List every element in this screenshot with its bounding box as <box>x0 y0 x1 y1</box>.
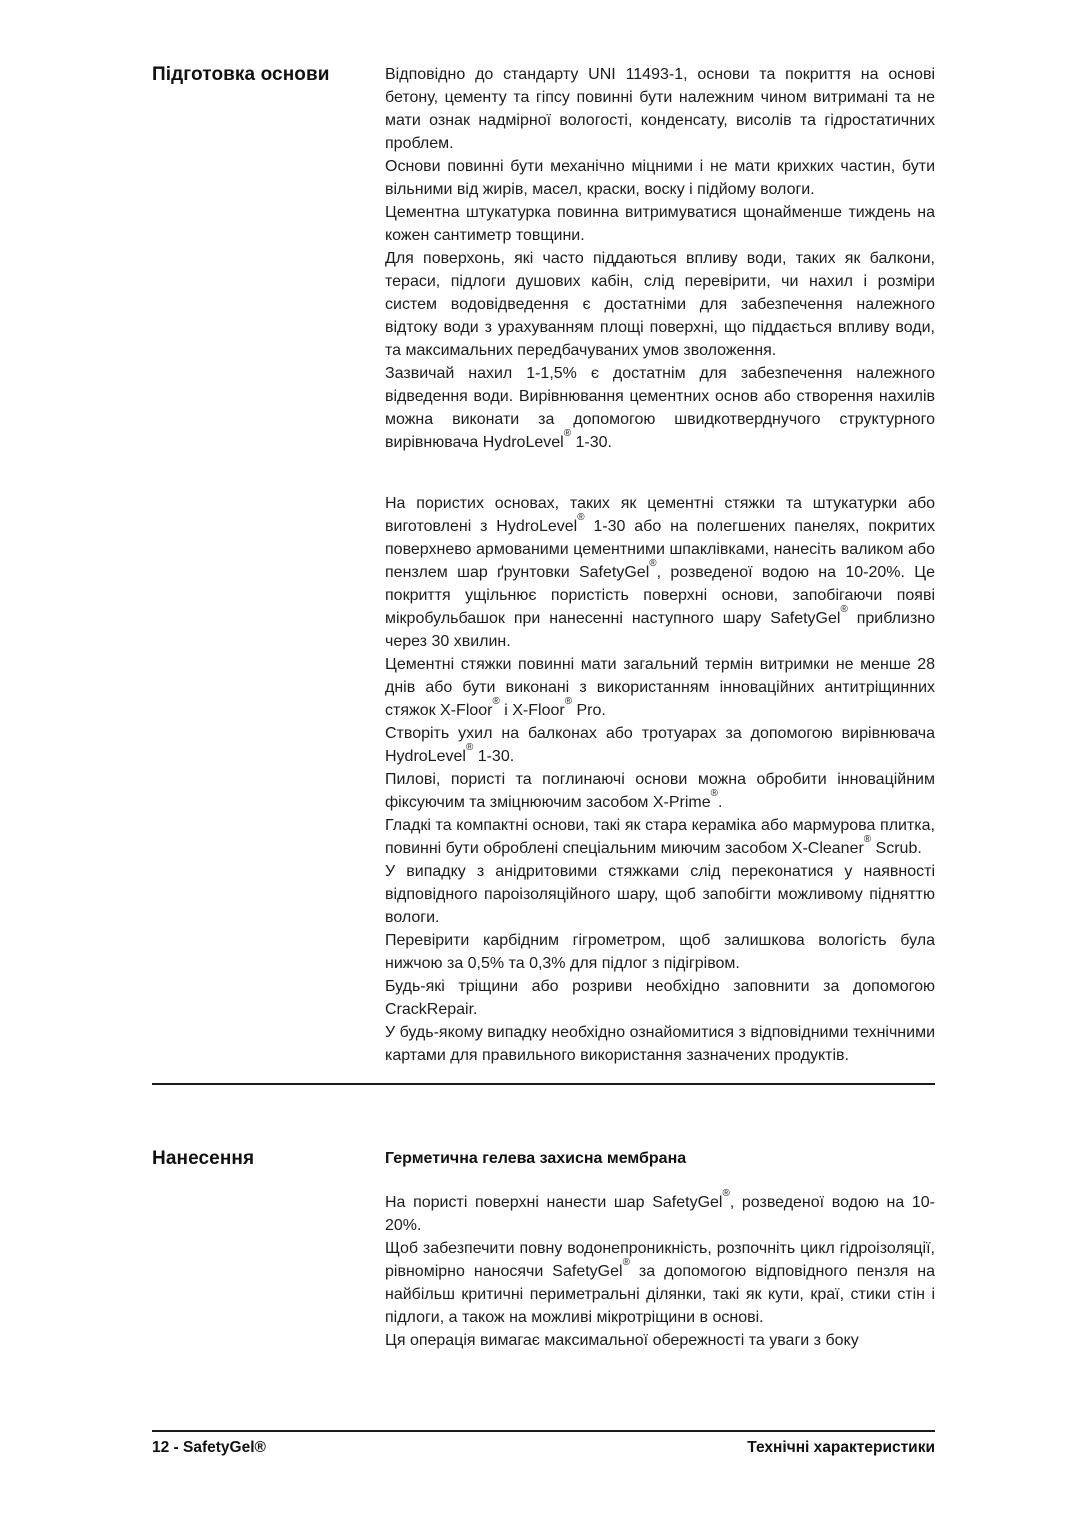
paragraph: Ця операція вимагає максимальної обережності та уваги з боку <box>385 1332 859 1349</box>
subsection-heading-membrane: Герметична гелева захисна мембрана <box>385 1150 687 1167</box>
paragraph: Пилові, пористі та поглинаючі основи можна обробити інноваційним фіксуючим та зміцнюючим засобом X-Prime®. <box>385 771 935 811</box>
paragraph: Відповідно до стандарту UNI 11493-1, основи та покриття на основі бетону, цементу та гіпсу повинні бути належним чином витримані та не мати ознак надмірної вологості, конденсату, висолів та гідростатичних проблем. <box>385 66 935 152</box>
paragraph: У будь-якому випадку необхідно ознайомитися з відповідними технічними картами для правильного використання зазначених продуктів. <box>385 1024 935 1064</box>
page-footer <box>152 1430 935 1458</box>
paragraph: Цементні стяжки повинні мати загальний термін витримки не менше 28 днів або бути виконані з використанням інноваційних антитріщинних стяжок X-Floor® і X-Floor® Pro. <box>385 656 935 719</box>
paragraph: Гладкі та компактні основи, такі як стара кераміка або мармурова плитка, повинні бути оброблені спеціальним миючим засобом X-Cleaner® Scrub. <box>385 817 935 857</box>
footer-page-number: 12 - SafetyGel® <box>152 1439 266 1456</box>
paragraph-block-application <box>385 1188 935 1352</box>
footer-row <box>152 1437 935 1458</box>
subheading-gap <box>385 1170 935 1191</box>
paragraph: На пористі поверхні нанести шар SafetyGel®, розведеної водою на 10-20%. <box>385 1188 935 1234</box>
paragraph: Для поверхонь, які часто піддаються впливу води, таких як балкони, тераси, підлоги душових кабін, слід перевірити, чи нахил і розміри систем водовідведення є достатніми для забезпечення належного відтоку води з урахуванням площі поверхні, що піддається впливу води, та максимальних передбачуваних умов зволоження. <box>385 250 935 359</box>
paragraph: Зазвичай нахил 1-1,5% є достатнім для забезпечення належного відведення води. Вирівнювання цементних основ або створення нахилів можна виконати за допомогою швидкотверднучого структурного вирівнювача HydroLevel® 1-30. <box>385 365 935 451</box>
section-heading-column <box>152 63 385 86</box>
section-substrate-preparation <box>152 63 935 1067</box>
paragraph: Перевірити карбідним гігрометром, щоб залишкова вологість була нижчою за 0,5% та 0,3% для підлог з підігрівом. <box>385 932 935 972</box>
section-heading-substrate-preparation: Підготовка основи <box>152 64 330 85</box>
section-heading-column <box>152 1147 385 1170</box>
footer-rule <box>152 1430 935 1432</box>
paragraph-gap <box>385 454 935 492</box>
paragraph: Цементна штукатурка повинна витримуватися щонайменше тиждень на кожен сантиметр товщини. <box>385 204 935 244</box>
section-divider-rule <box>152 1083 935 1085</box>
section-application <box>152 1147 935 1352</box>
paragraph: Основи повинні бути механічно міцними і не мати крихких частин, бути вільними від жирів, масел, краски, воску і підйому вологи. <box>385 158 935 198</box>
paragraph: Будь-які тріщини або розриви необхідно заповнити за допомогою CrackRepair. <box>385 978 935 1018</box>
footer-document-title: Технічні характеристики <box>747 1439 935 1456</box>
section-heading-application: Нанесення <box>152 1148 255 1169</box>
section-body-column <box>385 1147 935 1352</box>
paragraph: Щоб забезпечити повну водонепроникність, розпочніть цикл гідроізоляції, рівномірно наносячи SafetyGel® за допомогою відповідного пензля на найбільш критичні периметральні ділянки, такі як кути, краї, стики стін і підлоги, а також на можливі мікротріщини в основі. <box>385 1240 935 1326</box>
paragraph-block-1 <box>385 63 935 454</box>
section-body-column <box>385 63 935 1067</box>
paragraph-block-2 <box>385 492 935 1067</box>
paragraph: У випадку з анідритовими стяжками слід переконатися у наявності відповідного пароізоляційного шару, щоб запобігти можливому підняттю вологи. <box>385 863 935 926</box>
paragraph: На пористих основах, таких як цементні стяжки та штукатурки або виготовлені з HydroLevel® 1-30 або на полегшених панелях, покритих поверхнево армованими цементними шпаклівками, нанесіть валиком або пензлем шар ґрунтовки SafetyGel®, розведеної водою на 10-20%. Це покриття ущільнює пористість поверхні основи, запобігаючи появі мікробульбашок при нанесенні наступного шару SafetyGel® приблизно через 30 хвилин. <box>385 495 936 650</box>
paragraph: Створіть ухил на балконах або тротуарах за допомогою вирівнювача HydroLevel® 1-30. <box>385 725 935 765</box>
